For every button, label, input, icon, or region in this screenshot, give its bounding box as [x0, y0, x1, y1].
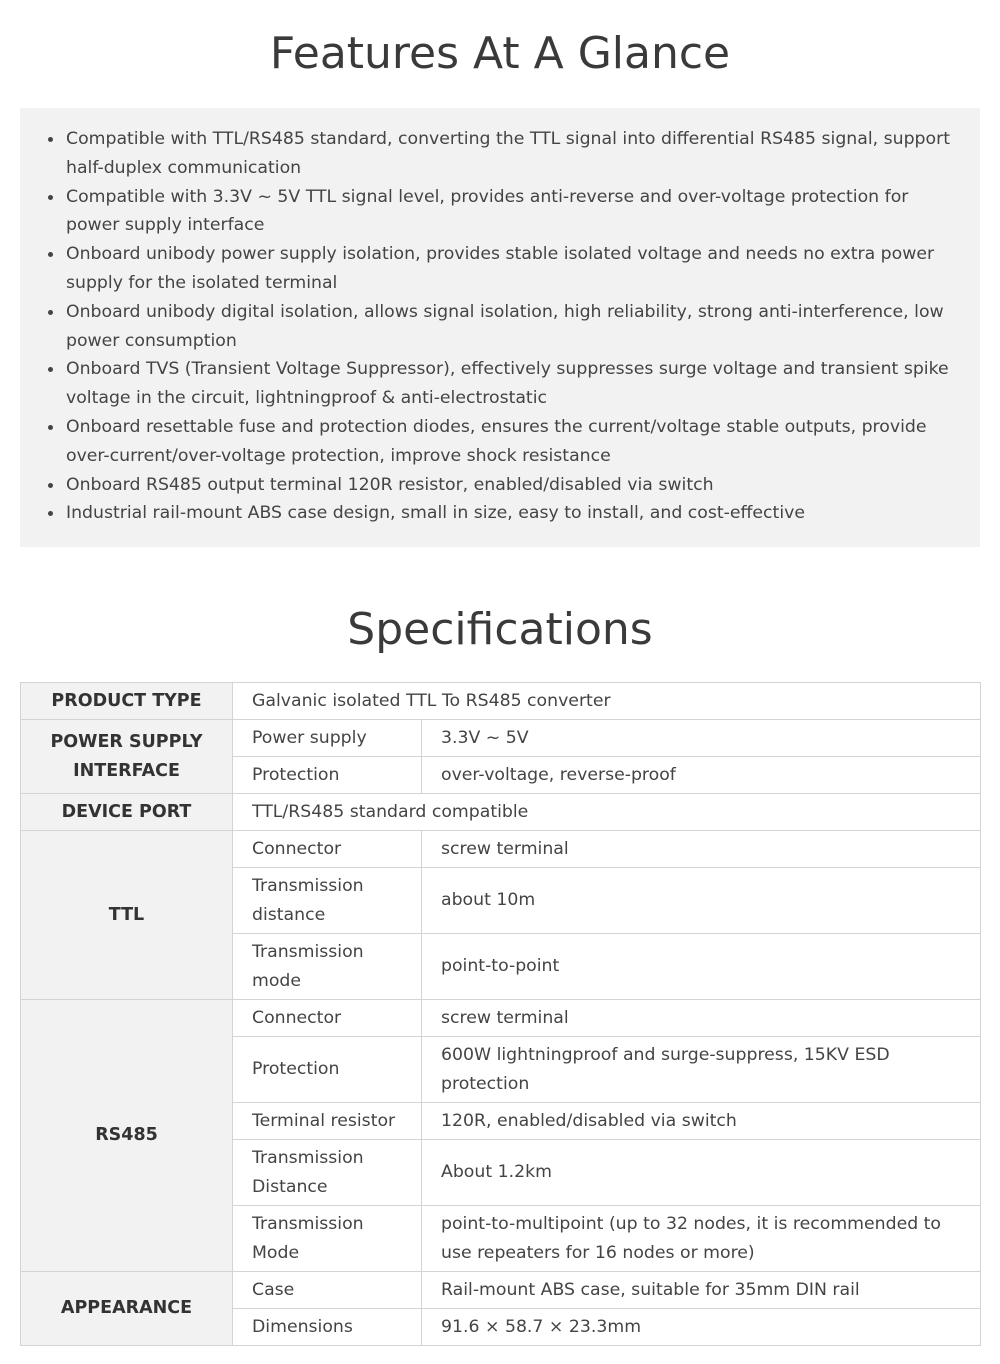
spec-value: 91.6 × 58.7 × 23.3mm [422, 1309, 981, 1346]
spec-key: Transmission Distance [233, 1140, 422, 1206]
spec-value: point-to-point [422, 934, 981, 1000]
features-list [20, 125, 980, 528]
feature-item: Onboard unibody digital isolation, allows signal isolation, high reliability, strong anti-interference, low power consumption [66, 298, 950, 356]
spec-value: Galvanic isolated TTL To RS485 converter [233, 683, 981, 720]
category-power-supply-interface: POWER SUPPLY INTERFACE [21, 720, 233, 794]
feature-item: Compatible with 3.3V ~ 5V TTL signal level, provides anti-reverse and over-voltage protection for power supply interface [66, 183, 950, 241]
feature-item: Onboard unibody power supply isolation, provides stable isolated voltage and needs no extra power supply for the isolated terminal [66, 240, 950, 298]
spec-key: Case [233, 1272, 422, 1309]
category-rs485: RS485 [21, 1000, 233, 1272]
spec-key: Connector [233, 831, 422, 868]
spec-value: over-voltage, reverse-proof [422, 757, 981, 794]
table-row [21, 1000, 981, 1037]
spec-key: Transmission mode [233, 934, 422, 1000]
spec-value: 3.3V ~ 5V [422, 720, 981, 757]
specifications-title: Specifications [347, 604, 653, 655]
feature-item: Onboard resettable fuse and protection diodes, ensures the current/voltage stable outputs, provide over-current/over-voltage protection, improve shock resistance [66, 413, 950, 471]
spec-key: Transmission Mode [233, 1206, 422, 1272]
feature-item: Onboard RS485 output terminal 120R resistor, enabled/disabled via switch [66, 471, 950, 500]
spec-value: 600W lightningproof and surge-suppress, 15KV ESD protection [422, 1037, 981, 1103]
category-ttl: TTL [21, 831, 233, 1000]
spec-key: Dimensions [233, 1309, 422, 1346]
spec-value: Rail-mount ABS case, suitable for 35mm DIN rail [422, 1272, 981, 1309]
category-appearance: APPEARANCE [21, 1272, 233, 1346]
feature-item: Compatible with TTL/RS485 standard, converting the TTL signal into differential RS485 signal, support half-duplex communication [66, 125, 950, 183]
feature-item: Onboard TVS (Transient Voltage Suppressor), effectively suppresses surge voltage and transient spike voltage in the circuit, lightningproof & anti-electrostatic [66, 355, 950, 413]
spec-key: Terminal resistor [233, 1103, 422, 1140]
features-panel [20, 108, 980, 547]
spec-value: point-to-multipoint (up to 32 nodes, it is recommended to use repeaters for 16 nodes or more) [422, 1206, 981, 1272]
spec-value: screw terminal [422, 1000, 981, 1037]
spec-key: Transmission distance [233, 868, 422, 934]
table-row [21, 1272, 981, 1309]
spec-key: Protection [233, 1037, 422, 1103]
spec-value: about 10m [422, 868, 981, 934]
category-device-port: DEVICE PORT [21, 794, 233, 831]
table-row [21, 683, 981, 720]
feature-item: Industrial rail-mount ABS case design, small in size, easy to install, and cost-effective [66, 499, 950, 528]
features-title: Features At A Glance [269, 28, 731, 79]
spec-key: Protection [233, 757, 422, 794]
spec-value: screw terminal [422, 831, 981, 868]
spec-value: TTL/RS485 standard compatible [233, 794, 981, 831]
spec-key: Power supply [233, 720, 422, 757]
table-row [21, 720, 981, 757]
table-row [21, 794, 981, 831]
table-row [21, 831, 981, 868]
category-product-type: PRODUCT TYPE [21, 683, 233, 720]
specifications-table [20, 682, 981, 1346]
spec-value: 120R, enabled/disabled via switch [422, 1103, 981, 1140]
spec-key: Connector [233, 1000, 422, 1037]
spec-value: About 1.2km [422, 1140, 981, 1206]
